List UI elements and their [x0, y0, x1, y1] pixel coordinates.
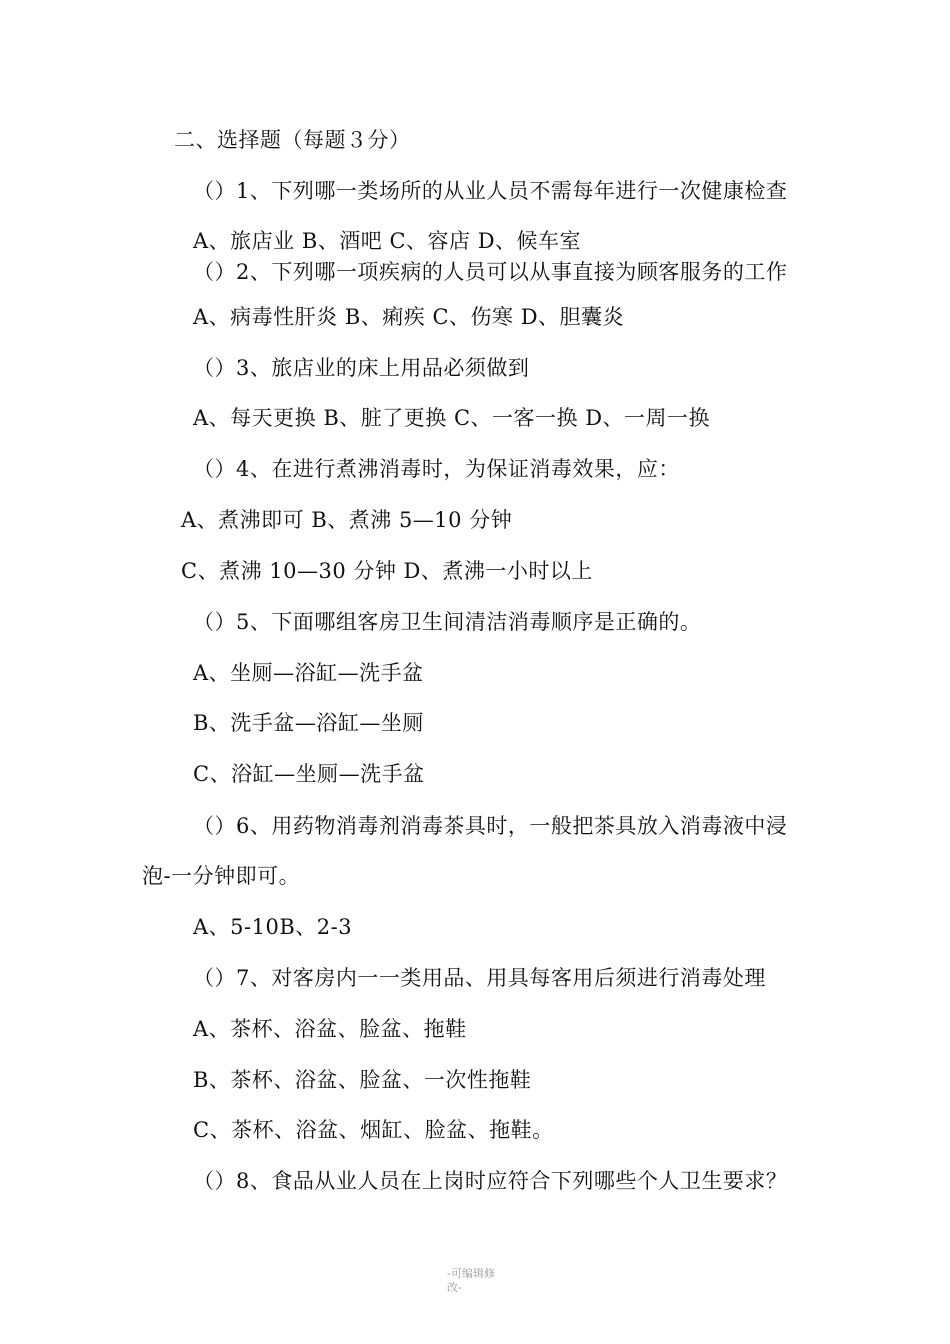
- question-5: （）5、下面哪组客房卫生间清洁消毒顺序是正确的。: [193, 610, 702, 634]
- question-3: （）3、旅店业的床上用品必须做到: [193, 356, 530, 380]
- footer-note-line2: 改-: [447, 1281, 462, 1294]
- question-2-options: A、病毒性肝炎 B、痢疾 C、伤寒 D、胆囊炎: [193, 305, 625, 329]
- question-7-option-c: C、茶杯、浴盆、烟缸、脸盆、拖鞋。: [193, 1118, 554, 1142]
- question-1: （）1、下列哪一类场所的从业人员不需每年进行一次健康检查: [193, 179, 788, 203]
- question-6: （）6、用药物消毒剂消毒茶具时，一般把茶具放入消毒液中浸: [193, 814, 788, 838]
- question-4: （）4、在进行煮沸消毒时，为保证消毒效果，应：: [193, 457, 680, 481]
- section-title: 二、选择题（每题３分）: [174, 128, 411, 152]
- question-8: （）8、食品从业人员在上岗时应符合下列哪些个人卫生要求？: [193, 1169, 788, 1193]
- question-7-option-b: B、茶杯、浴盆、脸盆、一次性拖鞋: [193, 1068, 532, 1092]
- question-1-options: A、旅店业 B、酒吧 C、容店 D、候车室: [193, 229, 582, 253]
- question-6-continued: 泡-一分钟即可。: [142, 864, 301, 888]
- question-6-options: A、5-10B、2-3: [193, 915, 353, 939]
- question-4-options-ab: A、煮沸即可 B、煮沸 5—10 分钟: [181, 508, 513, 532]
- question-5-option-c: C、浴缸—坐厕—洗手盆: [193, 762, 425, 786]
- question-5-option-a: A、坐厕—浴缸—洗手盆: [193, 661, 424, 685]
- question-4-options-cd: C、煮沸 10—30 分钟 D、煮沸一小时以上: [181, 559, 593, 583]
- question-7-option-a: A、茶杯、浴盆、脸盆、拖鞋: [193, 1017, 467, 1041]
- question-2: （）2、下列哪一项疾病的人员可以从事直接为顾客服务的工作: [193, 260, 788, 284]
- question-3-options: A、每天更换 B、脏了更换 C、一客一换 D、一周一换: [193, 406, 711, 430]
- question-7: （）7、对客房内一一类用品、用具每客用后须进行消毒处理: [193, 966, 766, 990]
- question-5-option-b: B、洗手盆—浴缸—坐厕: [193, 711, 424, 735]
- footer-note-line1: -可编辑修: [447, 1267, 495, 1280]
